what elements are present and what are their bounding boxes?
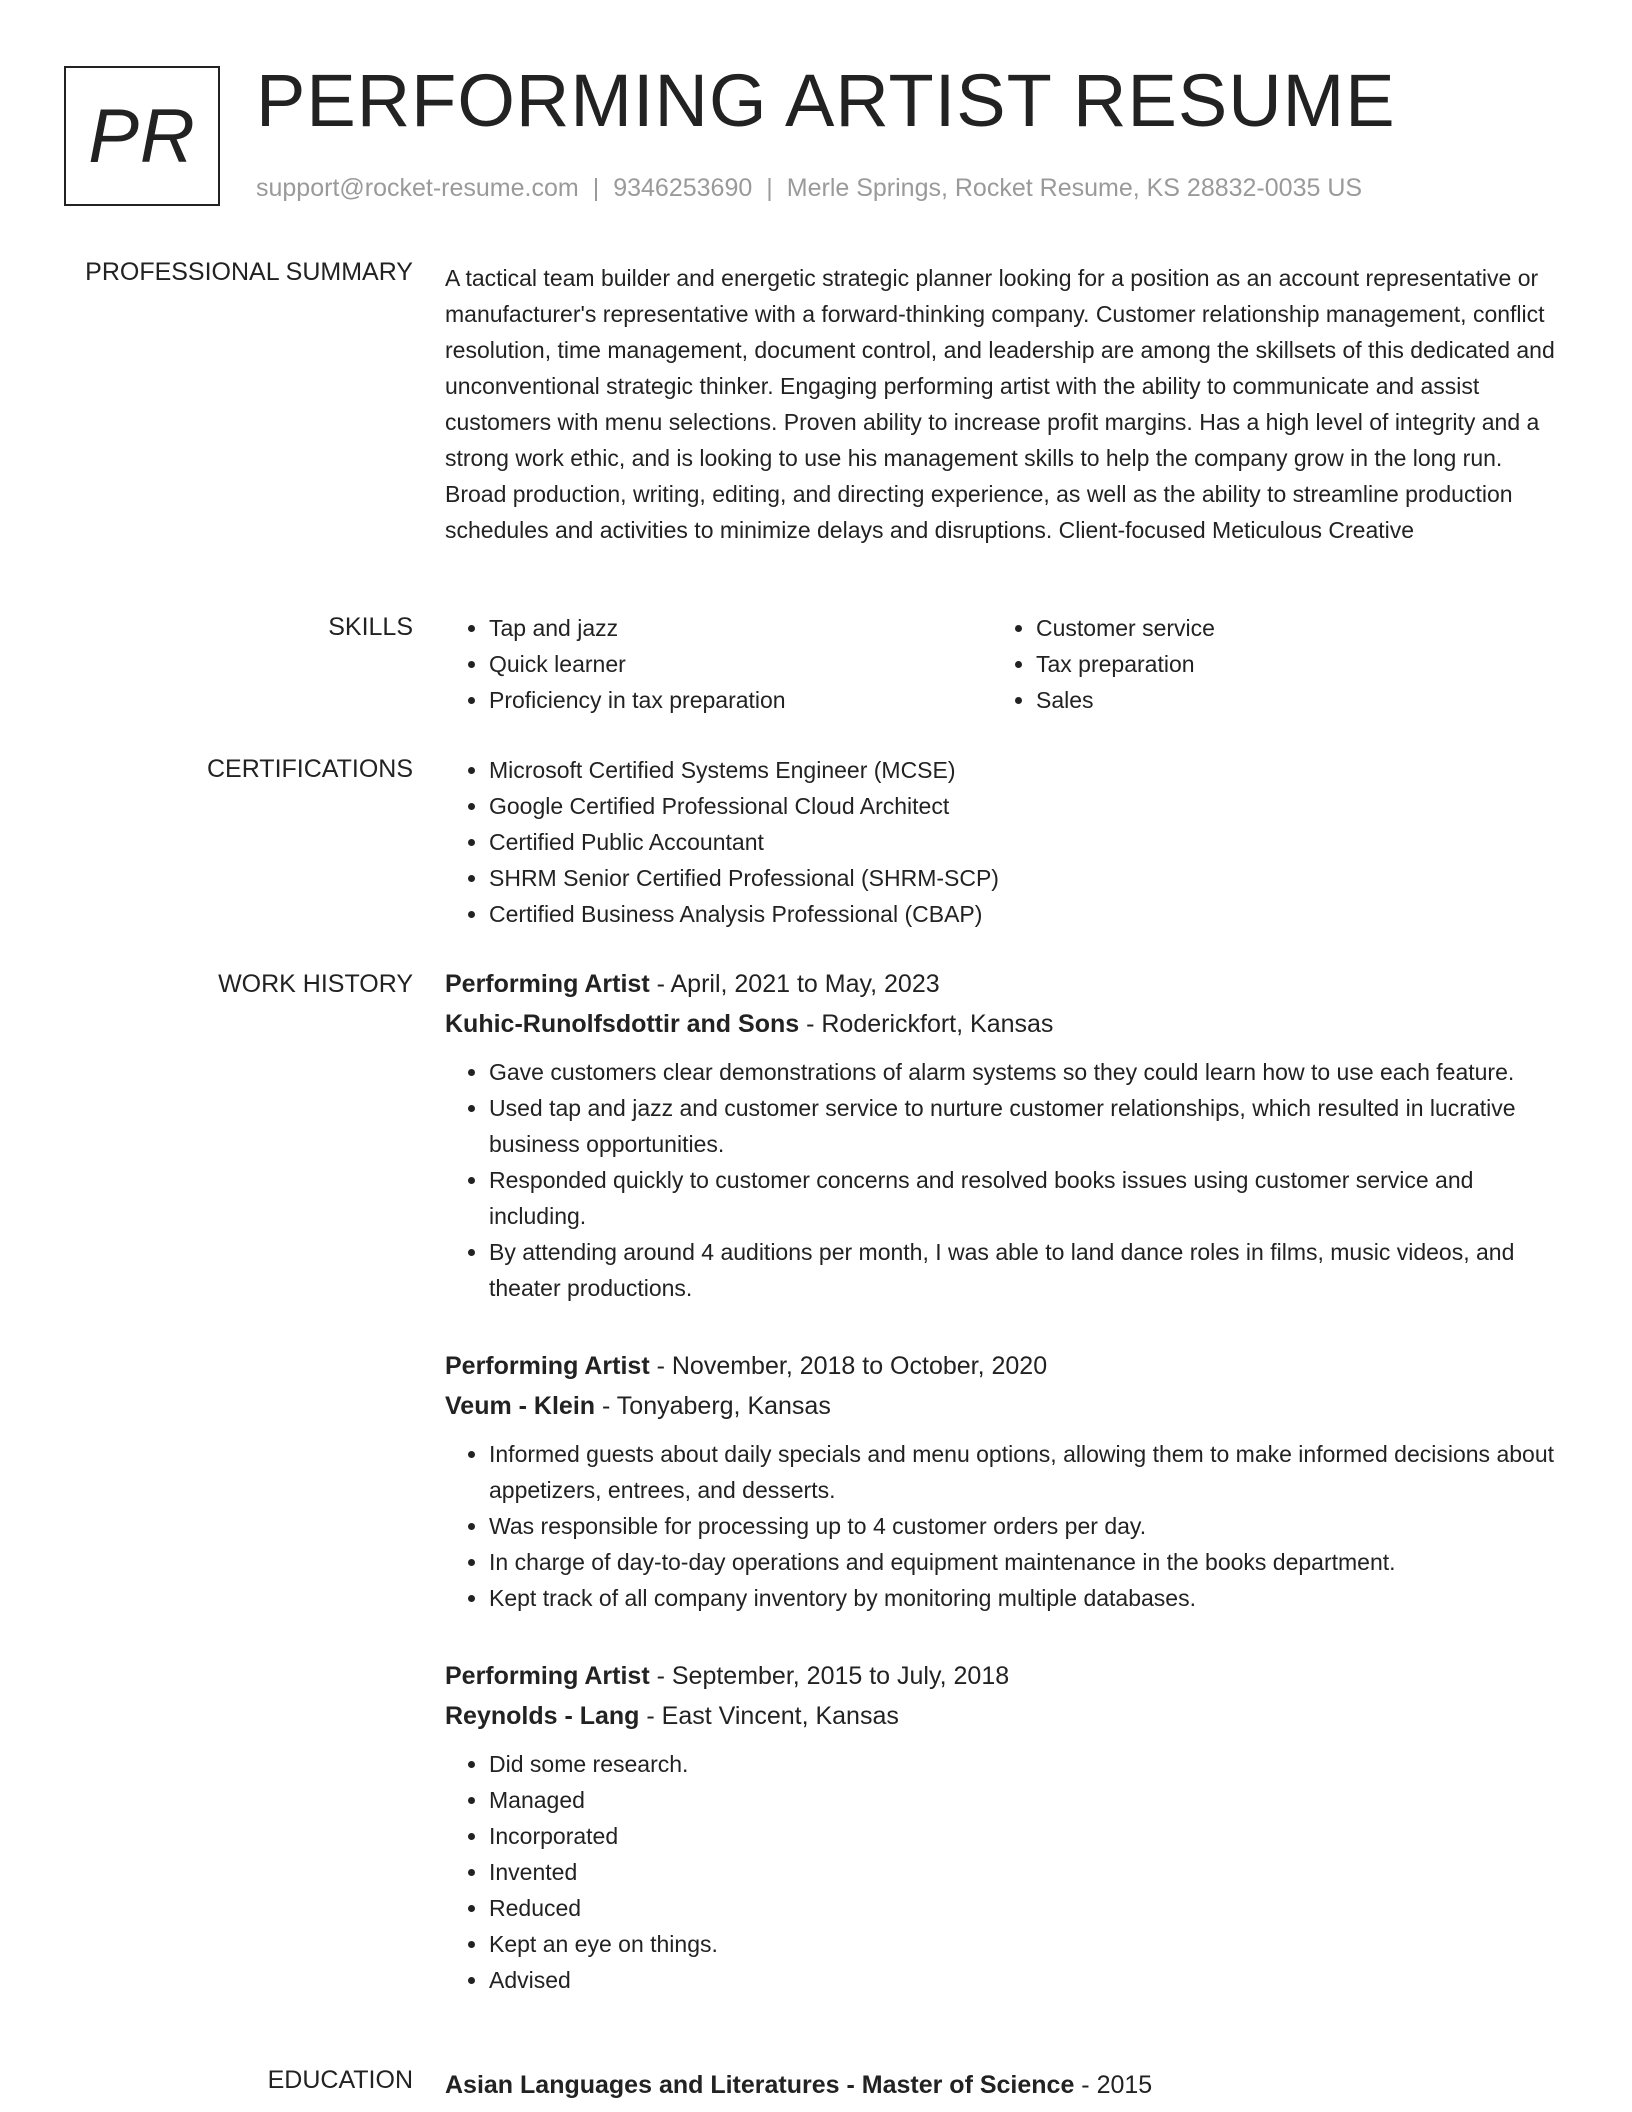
list-item: • Did some research.: [489, 1746, 1555, 1782]
skills-grid: [445, 610, 1555, 718]
job-title-line: [445, 1346, 1555, 1386]
job-entry: [445, 1656, 1555, 1998]
job-dates: - September, 2015 to July, 2018: [649, 1662, 1010, 1690]
education-body: [445, 2065, 1555, 2105]
section-label-skills: SKILLS: [328, 613, 413, 641]
list-item: • Sales: [1036, 682, 1539, 718]
job-title-line: [445, 964, 1555, 1004]
job-location: - Tonyaberg, Kansas: [595, 1392, 831, 1420]
page-title: PERFORMING ARTIST RESUME: [256, 59, 1396, 142]
separator: |: [592, 174, 600, 202]
job-bullets: [445, 1746, 1555, 1998]
section-label-education: EDUCATION: [267, 2066, 413, 2094]
education-line: [445, 2065, 1555, 2105]
list-item: • Certified Business Analysis Professional (CBAP): [489, 896, 1555, 932]
list-item: • Proficiency in tax preparation: [489, 682, 992, 718]
list-item: • Tap and jazz: [489, 610, 992, 646]
job-company-line: [445, 1386, 1555, 1426]
list-item: • Kept an eye on things.: [489, 1926, 1555, 1962]
list-item: • Reduced: [489, 1890, 1555, 1926]
list-item: • Certified Public Accountant: [489, 824, 1555, 860]
list-item: • Quick learner: [489, 646, 992, 682]
job-title: Performing Artist: [445, 1662, 650, 1690]
list-item: • In charge of day-to-day operations and equipment maintenance in the books department.: [489, 1544, 1555, 1580]
list-item: • Customer service: [1036, 610, 1539, 646]
section-label-certifications: CERTIFICATIONS: [206, 755, 413, 783]
education-degree: Asian Languages and Literatures - Master of Science: [445, 2071, 1075, 2099]
contact-line: [256, 174, 1362, 203]
job-entry: [445, 1346, 1555, 1616]
contact-address: Merle Springs, Rocket Resume, KS 28832-0035 US: [786, 174, 1363, 202]
list-item: • SHRM Senior Certified Professional (SHRM-SCP): [489, 860, 1555, 896]
list-item: • Advised: [489, 1962, 1555, 1998]
summary-body: [445, 260, 1555, 548]
job-company: Reynolds - Lang: [445, 1702, 640, 1730]
contact-email: support@rocket-resume.com: [256, 174, 579, 202]
job-location: - East Vincent, Kansas: [639, 1702, 899, 1730]
work-history-body: [445, 964, 1555, 1998]
separator: |: [766, 174, 773, 202]
monogram: PR: [64, 66, 220, 206]
job-company-line: [445, 1004, 1555, 1044]
job-company: Kuhic-Runolfsdottir and Sons: [445, 1010, 800, 1038]
list-item: • Gave customers clear demonstrations of alarm systems so they could learn how to use each feature.: [489, 1054, 1555, 1090]
job-company-line: [445, 1696, 1555, 1736]
list-item: • Managed: [489, 1782, 1555, 1818]
list-item: • Informed guests about daily specials and menu options, allowing them to make informed decisions about appetizers, entrees, and desserts.: [489, 1436, 1555, 1508]
contact-phone: 9346253690: [613, 174, 753, 202]
list-item: • Microsoft Certified Systems Engineer (MCSE): [489, 752, 1555, 788]
skills-list-right: [992, 610, 1539, 718]
job-dates: - April, 2021 to May, 2023: [649, 970, 940, 998]
job-company: Veum - Klein: [445, 1392, 596, 1420]
job-bullets: [445, 1054, 1555, 1306]
job-bullets: [445, 1436, 1555, 1616]
list-item: • Google Certified Professional Cloud Architect: [489, 788, 1555, 824]
list-item: • Was responsible for processing up to 4 customer orders per day.: [489, 1508, 1555, 1544]
list-item: • Incorporated: [489, 1818, 1555, 1854]
job-location: - Roderickfort, Kansas: [799, 1010, 1054, 1038]
job-dates: - November, 2018 to October, 2020: [649, 1352, 1048, 1380]
list-item: • By attending around 4 auditions per month, I was able to land dance roles in films, music videos, and theater productions.: [489, 1234, 1555, 1306]
list-item: • Invented: [489, 1854, 1555, 1890]
job-entry: [445, 964, 1555, 1306]
list-item: • Tax preparation: [1036, 646, 1539, 682]
section-label-work: WORK HISTORY: [218, 970, 413, 998]
list-item: • Kept track of all company inventory by monitoring multiple databases.: [489, 1580, 1555, 1616]
education-year: - 2015: [1074, 2071, 1153, 2099]
job-title: Performing Artist: [445, 970, 650, 998]
certifications-list: [445, 752, 1555, 932]
list-item: • Responded quickly to customer concerns and resolved books issues using customer service and including.: [489, 1162, 1555, 1234]
job-title-line: [445, 1656, 1555, 1696]
skills-list-left: [445, 610, 992, 718]
certifications-body: [445, 752, 1555, 932]
list-item: • Used tap and jazz and customer service to nurture customer relationships, which resulted in lucrative business opportunities.: [489, 1090, 1555, 1162]
job-title: Performing Artist: [445, 1352, 650, 1380]
section-label-summary: PROFESSIONAL SUMMARY: [85, 258, 413, 286]
summary-text: A tactical team builder and energetic strategic planner looking for a position as an account representative or manufacturer's representative with a forward-thinking company. Customer relationship management, conflict resolution, time management, document control, and leadership are among the skillsets of this dedicated and unconventional strategic thinker. Engaging performing artist with the ability to communicate and assist customers with menu selections. Proven ability to increase profit margins. Has a high level of integrity and a strong work ethic, and is looking to use his management skills to help the company grow in the long run. Broad production, writing, editing, and directing experience, as well as the ability to streamline production schedules and activities to minimize delays and disruptions. Client-focused Meticulous Creative: [445, 265, 1555, 543]
